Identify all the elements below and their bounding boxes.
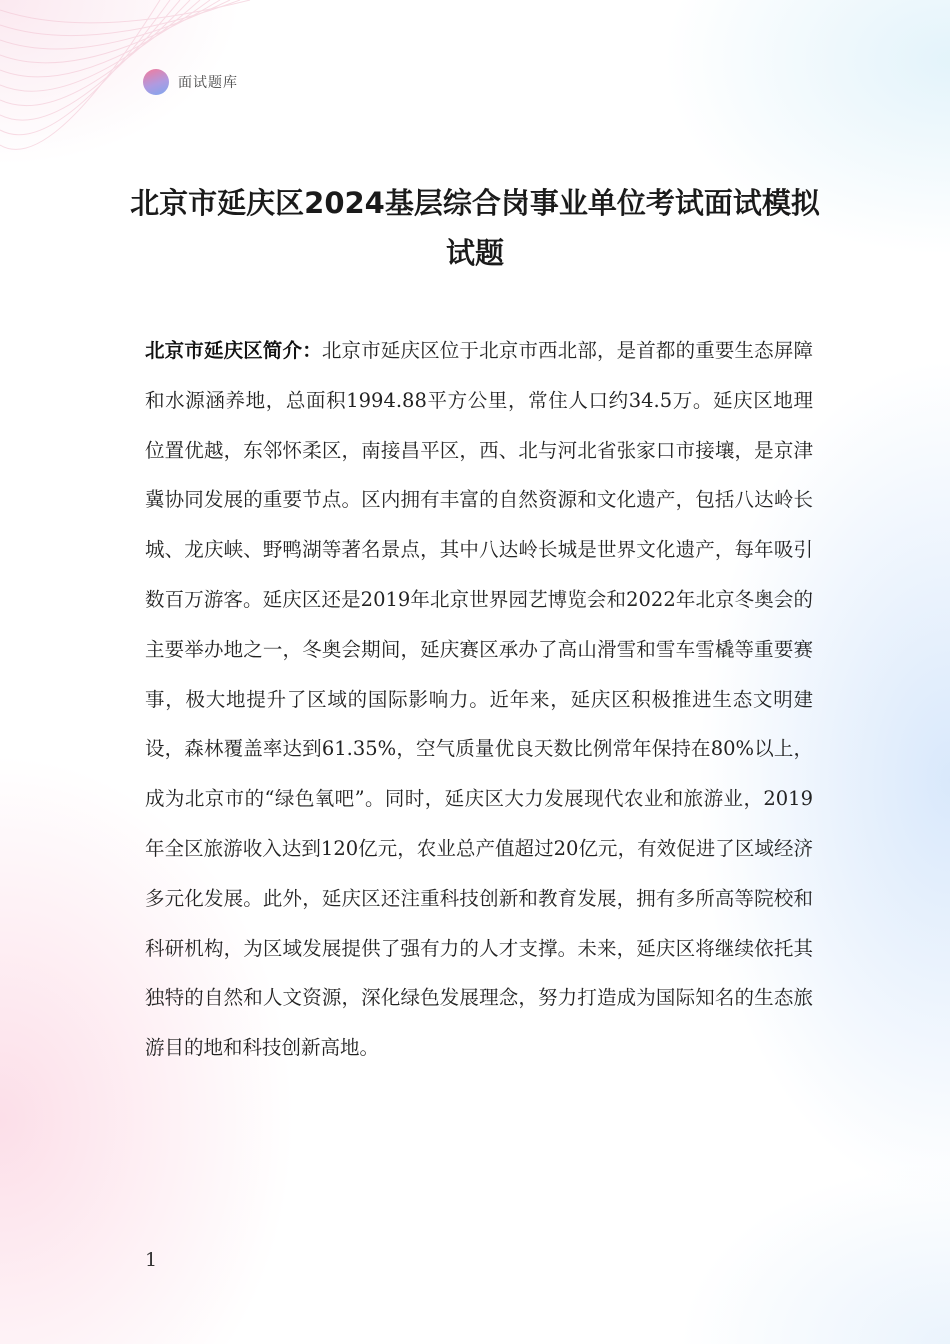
brand-name: 面试题库 (178, 75, 238, 91)
intro-paragraph (145, 326, 813, 1073)
page-header (143, 67, 238, 97)
intro-label: 北京市延庆区简介： (145, 339, 322, 362)
intro-text: 北京市延庆区位于北京市西北部，是首都的重要生态屏障和水源涵养地，总面积1994.88平方公里，常住人口约34.5万。延庆区地理位置优越，东邻怀柔区，南接昌平区，西、北与河北省张家口市接壤，是京津冀协同发展的重要节点。区内拥有丰富的自然资源和文化遗产，包括八达岭长城、龙庆峡、野鸭湖等著名景点，其中八达岭长城是世界文化遗产，每年吸引数百万游客。延庆区还是2019年北京世界园艺博览会和2022年北京冬奥会的主要举办地之一，冬奥会期间，延庆赛区承办了高山滑雪和雪车雪橇等重要赛事，极大地提升了区域的国际影响力。近年来，延庆区积极推进生态文明建设，森林覆盖率达到61.35%，空气质量优良天数比例常年保持在80%以上，成为北京市的“绿色氧吧”。同时，延庆区大力发展现代农业和旅游业，2019年全区旅游收入达到120亿元，农业总产值超过20亿元，有效促进了区域经济多元化发展。此外，延庆区还注重科技创新和教育发展，拥有多所高等院校和科研机构，为区域发展提供了强有力的人才支撑。未来，延庆区将继续依托其独特的自然和人文资源，深化绿色发展理念，努力打造成为国际知名的生态旅游目的地和科技创新高地。 (145, 339, 813, 1060)
brand-logo-icon (143, 69, 169, 95)
document-title: 北京市延庆区2024基层综合岗事业单位考试面试模拟试题 (130, 186, 820, 270)
page-number: 1 (145, 1249, 158, 1271)
decorative-corner-lines (0, 0, 260, 200)
